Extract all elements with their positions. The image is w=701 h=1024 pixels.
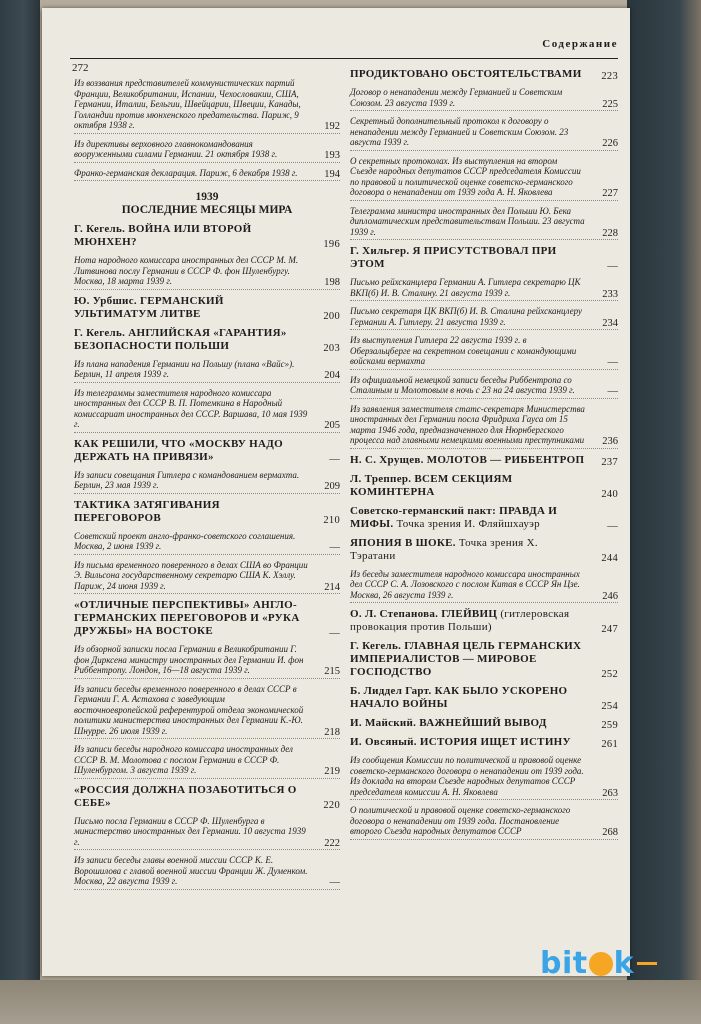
right-column [350, 64, 618, 845]
entry-text: Из сообщения Комиссии по политической и правовой оценке советско-германского договора о ненападении от 1939 года. Из доклада на втором Съезде народных депутатов СССР председателя комиссии А. Н. Яковлева [350, 755, 584, 797]
toc-article-entry [350, 608, 618, 636]
entry-page-number: — [329, 877, 340, 888]
toc-article-entry [74, 438, 340, 466]
entry-page-number: — [329, 453, 340, 465]
entry-text: Из выступления Гитлера 22 августа 1939 г. в Оберзальцберге на секретном совещании с командующими войсками вермахта [350, 335, 577, 366]
toc-article-entry [74, 599, 340, 640]
entry-page-number: 268 [602, 827, 618, 838]
toc-article-entry [350, 505, 618, 533]
entry-page-number: 204 [324, 370, 340, 381]
entry-page-number: 214 [324, 581, 340, 593]
toc-document-entry [74, 744, 340, 779]
entry-author: Г. Кегель. [74, 223, 126, 235]
entry-page-number: 252 [601, 669, 618, 680]
toc-article-entry [350, 454, 618, 469]
entry-title: ТАКТИКА ЗАТЯГИВАНИЯ ПЕРЕГОВОРОВ [74, 498, 220, 524]
toc-document-entry [74, 855, 340, 890]
entry-page-number: 261 [601, 739, 618, 750]
entry-page-number: — [607, 386, 618, 397]
entry-text: Телеграмма министра иностранных дел Польши Ю. Бека дипломатическим представительствам Польши. 23 августа 1939 г. [350, 205, 585, 237]
book-cover-left [0, 0, 40, 1024]
entry-text: Из записи беседы главы военной миссии СССР К. Е. Ворошилова с главой военной миссии Франции Ж. Думенком. Москва, 22 августа 1939 г. [74, 855, 308, 886]
entry-title: «ОТЛИЧНЫЕ ПЕРСПЕКТИВЫ» АНГЛО-ГЕРМАНСКИХ ПЕРЕГОВОРОВ И «РУКА ДРУЖБЫ» НА ВОСТОКЕ [74, 599, 300, 637]
left-entries-after [74, 223, 340, 890]
entry-text: Письмо рейхсканцлера Германии А. Гитлера секретарю ЦК ВКП(б) И. В. Сталину. 21 августа 1939 г. [350, 277, 581, 298]
entry-subtitle: (гитлеровская провокация против Польши) [350, 608, 570, 633]
entry-author: И. Овсяный. [350, 736, 417, 748]
toc-document-entry [74, 684, 340, 740]
toc-article-entry [74, 223, 340, 251]
toc-article-entry [350, 736, 618, 751]
entry-page-number: — [607, 520, 618, 532]
desk-background-bottom [0, 980, 701, 1024]
entry-text: Секретный дополнительный протокол к договору о ненападении между Германией и Советским Союзом. 23 августа 1939 г. [350, 116, 569, 147]
entry-page-number: — [607, 357, 618, 368]
entry-page-number: 203 [323, 342, 340, 354]
toc-document-entry [350, 156, 618, 201]
entry-text: Из плана нападения Германии на Польшу (плана «Вайс»). Берлин, 11 апреля 1939 г. [74, 358, 295, 379]
entry-page-number: 254 [601, 701, 618, 712]
toc-article-entry [350, 68, 618, 83]
toc-document-entry [74, 816, 340, 851]
entry-author: Ю. Урбшис. [74, 294, 137, 307]
book-cover-right [627, 0, 701, 1024]
entry-text: Франко-германская декларация. Париж, 6 декабря 1938 г. [74, 167, 298, 178]
entry-author: Н. С. Хрущев. [350, 453, 424, 466]
entry-page-number: 236 [602, 436, 618, 447]
entry-title: ГЕРМАНСКИЙ УЛЬТИМАТУМ ЛИТВЕ [74, 294, 224, 320]
entry-page-number: 234 [602, 317, 618, 329]
toc-document-entry [74, 168, 340, 182]
entry-page-number: 215 [324, 666, 340, 677]
toc-document-entry [350, 306, 618, 330]
page-number: 272 [72, 62, 89, 74]
toc-article-entry [350, 537, 618, 565]
toc-document-entry [350, 805, 618, 840]
entry-text: Договор о ненападении между Германией и Советским Союзом. 23 августа 1939 г. [350, 87, 563, 108]
toc-document-entry [74, 388, 340, 433]
entry-page-number: 210 [323, 514, 340, 526]
entry-page-number: 192 [324, 121, 340, 132]
entry-page-number: 240 [601, 488, 618, 500]
entry-text: Из записи беседы временного поверенного в делах СССР в Германии Г. А. Астахова с заведующим восточноевропейской референтурой отдела экономической политики министерства иностранных дел Германии К.-Ю. Шнурре. 26 июля 1939 г. [74, 683, 304, 736]
toc-document-entry [74, 139, 340, 163]
entry-author: Г. Кегель. [74, 326, 126, 339]
toc-document-entry [74, 78, 340, 134]
entry-page-number: 226 [602, 138, 618, 149]
entry-page-number: 237 [601, 456, 618, 468]
toc-article-entry [350, 245, 618, 273]
entry-page-number: 228 [602, 227, 618, 239]
entry-text: Из директивы верховного главнокомандования вооруженными силами Германии. 21 октября 1938 г. [74, 138, 278, 159]
toc-document-entry [74, 644, 340, 679]
toc-document-entry [74, 560, 340, 595]
toc-document-entry [74, 531, 340, 555]
watermark-text-end: k [613, 946, 635, 981]
entry-subtitle: Точка зрения Х. Тэратани [350, 536, 538, 562]
toc-article-entry [74, 327, 340, 355]
entry-page-number: 244 [601, 552, 618, 564]
entry-title: АНГЛИЙСКАЯ «ГАРАНТИЯ» БЕЗОПАСНОСТИ ПОЛЬШИ [74, 326, 287, 352]
entry-title: ВАЖНЕЙШИЙ ВЫВОД [419, 717, 547, 729]
toc-document-entry [350, 206, 618, 241]
entry-page-number: 205 [324, 420, 340, 431]
entry-page-number: 196 [323, 239, 340, 250]
toc-document-entry [350, 404, 618, 449]
entry-title: Я ПРИСУТСТВОВАЛ ПРИ ЭТОМ [350, 245, 557, 270]
entry-text: Из записи беседы народного комиссара иностранных дел СССР В. М. Молотова с послом Германии в СССР Ф. Шуленбургом. 3 августа 1939 г. [74, 744, 293, 775]
entry-text: Из обзорной записки посла Германии в Великобритании Г. фон Дирксена министру иностранных дел Германии И. фон Риббентропу. Лондон, 16—18 августа 1939 г. [74, 644, 304, 675]
entry-page-number: 200 [323, 310, 340, 322]
watermark-text-start: bit [540, 946, 588, 981]
toc-article-entry [350, 685, 618, 713]
entry-author: Г. Хильгер. [350, 245, 410, 257]
watermark-dash-icon [637, 962, 657, 965]
entry-author: Г. Кегель. [350, 640, 402, 652]
entry-page-number: — [329, 542, 340, 553]
book-page [42, 8, 630, 976]
entry-text: Из воззвания представителей коммунистических партий Франции, Великобритании, Испании, Чехословакии, США, Германии, Италии, Бельгии, Швейцарии, Швеции, Канады, Голландии против мюнхенского предательства. Париж, 9 октября 1938 г. [74, 78, 301, 130]
entry-title: КАК РЕШИЛИ, ЧТО «МОСКВУ НАДО ДЕРЖАТЬ НА ПРИВЯЗИ» [74, 437, 283, 463]
entry-page-number: 219 [324, 766, 340, 777]
entry-page-number: 209 [324, 481, 340, 492]
entry-page-number: 259 [601, 720, 618, 731]
entry-page-number: 247 [601, 624, 618, 635]
entry-subtitle: Точка зрения И. Фляйшхауэр [396, 517, 540, 530]
entry-author: Б. Лиддел Гарт. [350, 685, 432, 697]
toc-document-entry [74, 255, 340, 290]
entry-title: ПРОДИКТОВАНО ОБСТОЯТЕЛЬСТВАМИ [350, 68, 582, 80]
entry-page-number: 225 [602, 98, 618, 110]
toc-article-entry [350, 473, 618, 501]
entry-title: ИСТОРИЯ ИЩЕТ ИСТИНУ [419, 736, 571, 748]
entry-page-number: — [329, 628, 340, 639]
entry-text: Из записи совещания Гитлера с командованием вермахта. Берлин, 23 мая 1939 г. [74, 469, 300, 490]
toc-article-entry [74, 784, 340, 812]
entry-title: ЯПОНИЯ В ШОКЕ. [350, 536, 456, 549]
entry-text: Из официальной немецкой записи беседы Риббентропа со Сталиным и Молотовым в ночь с 23 на 24 августа 1939 г. [350, 374, 575, 395]
header-rule [70, 58, 618, 59]
entry-title: ВСЕМ СЕКЦИЯМ КОМИНТЕРНА [350, 472, 513, 498]
entry-text: О секретных протоколах. Из выступления на втором Съезде народных депутатов СССР председателя Комиссии по правовой и политической оценке советско-германского договора о ненападении от 1939 года А. Н. Яковлева [350, 155, 581, 197]
entry-page-number: 220 [323, 799, 340, 811]
entry-title: КАК БЫЛО УСКОРЕНО НАЧАЛО ВОЙНЫ [350, 685, 568, 710]
entry-text: Письмо секретаря ЦК ВКП(б) И. В. Сталина рейхсканцлеру Германии А. Гитлеру. 21 августа 1939 г. [350, 306, 583, 327]
toc-document-entry [350, 755, 618, 800]
entry-author: Л. Треппер. [350, 472, 412, 485]
year-section-title: ПОСЛЕДНИЕ МЕСЯЦЫ МИРА [121, 204, 293, 216]
toc-article-entry [74, 295, 340, 323]
entry-page-number: 263 [602, 787, 618, 799]
entry-text: Письмо посла Германии в СССР Ф. Шуленбурга в министерство иностранных дел Германии. 10 августа 1939 г. [74, 815, 306, 847]
entry-page-number: 218 [324, 726, 340, 738]
entry-title: «РОССИЯ ДОЛЖНА ПОЗАБОТИТЬСЯ О СЕБЕ» [74, 783, 297, 809]
entry-author: И. Майский. [350, 717, 417, 729]
running-header: Содержание [542, 38, 618, 50]
entry-author: О. Л. Степанова. [350, 608, 439, 620]
entry-text: О политической и правовой оценке советско-германского договора о ненападении от 1939 года. Постановление второго Съезда народных депутатов СССР [350, 805, 571, 836]
entry-page-number: 193 [324, 150, 340, 161]
toc-document-entry [350, 375, 618, 399]
entry-page-number: 222 [324, 837, 340, 849]
entry-title: Советско-германский пакт: ПРАВДА И МИФЫ. [350, 504, 558, 530]
toc-document-entry [350, 277, 618, 301]
entry-page-number: — [607, 261, 618, 272]
entry-text: Из письма временного поверенного в делах США во Франции Э. Вильсона государственному секретарю США К. Хэллу. Париж, 24 июня 1939 г. [74, 559, 308, 591]
entry-page-number: 233 [602, 288, 618, 300]
entry-title: ГЛЕЙВИЦ [441, 608, 498, 620]
entry-page-number: 227 [602, 188, 618, 199]
watermark-dot-icon [589, 952, 613, 976]
left-entries-before [74, 78, 340, 181]
entry-title: ВОЙНА ИЛИ ВТОРОЙ МЮНХЕН? [74, 223, 252, 248]
entry-text: Из заявления заместителя статс-секретаря Министерства иностранных дел Германии посла Фридриха Гауса от 15 марта 1946 года, предназначенного для Нюрнбергского процесса над главными немецкими военными преступниками [350, 403, 585, 445]
toc-document-entry [350, 569, 618, 604]
entry-title: МОЛОТОВ — РИББЕНТРОП [426, 453, 585, 466]
year-heading [74, 191, 340, 217]
entry-text: Из беседы заместителя народного комиссара иностранных дел СССР С. А. Лозовского с послом Китая в СССР Ян Цзе. Москва, 26 августа 1939 г. [350, 568, 580, 600]
entry-page-number: 194 [324, 168, 340, 180]
year-label: 1939 [195, 191, 219, 203]
toc-document-entry [350, 87, 618, 111]
toc-article-entry [350, 717, 618, 732]
entry-page-number: 246 [602, 590, 618, 602]
entry-title: ГЛАВНАЯ ЦЕЛЬ ГЕРМАНСКИХ ИМПЕРИАЛИСТОВ — МИРОВОЕ ГОСПОДСТВО [350, 640, 582, 678]
entry-text: Из телеграммы заместителя народного комиссара иностранных дел СССР В. П. Потемкина в Народный комиссариат иностранных дел СССР. Варшава, 10 мая 1939 г. [74, 387, 308, 429]
toc-document-entry [74, 470, 340, 494]
entry-text: Нота народного комиссара иностранных дел СССР М. М. Литвинова послу Германии в СССР Ф. фон Шуленбургу. Москва, 18 марта 1939 г. [74, 255, 299, 286]
entry-page-number: 223 [601, 71, 618, 82]
right-entries [350, 68, 618, 840]
toc-article-entry [74, 499, 340, 527]
toc-article-entry [350, 640, 618, 681]
left-column [74, 78, 340, 895]
toc-document-entry [350, 116, 618, 151]
toc-document-entry [74, 359, 340, 383]
toc-document-entry [350, 335, 618, 370]
site-watermark-logo [540, 946, 657, 981]
entry-text: Советский проект англо-франко-советского соглашения. Москва, 2 июня 1939 г. [74, 530, 296, 551]
entry-page-number: 198 [324, 277, 340, 288]
